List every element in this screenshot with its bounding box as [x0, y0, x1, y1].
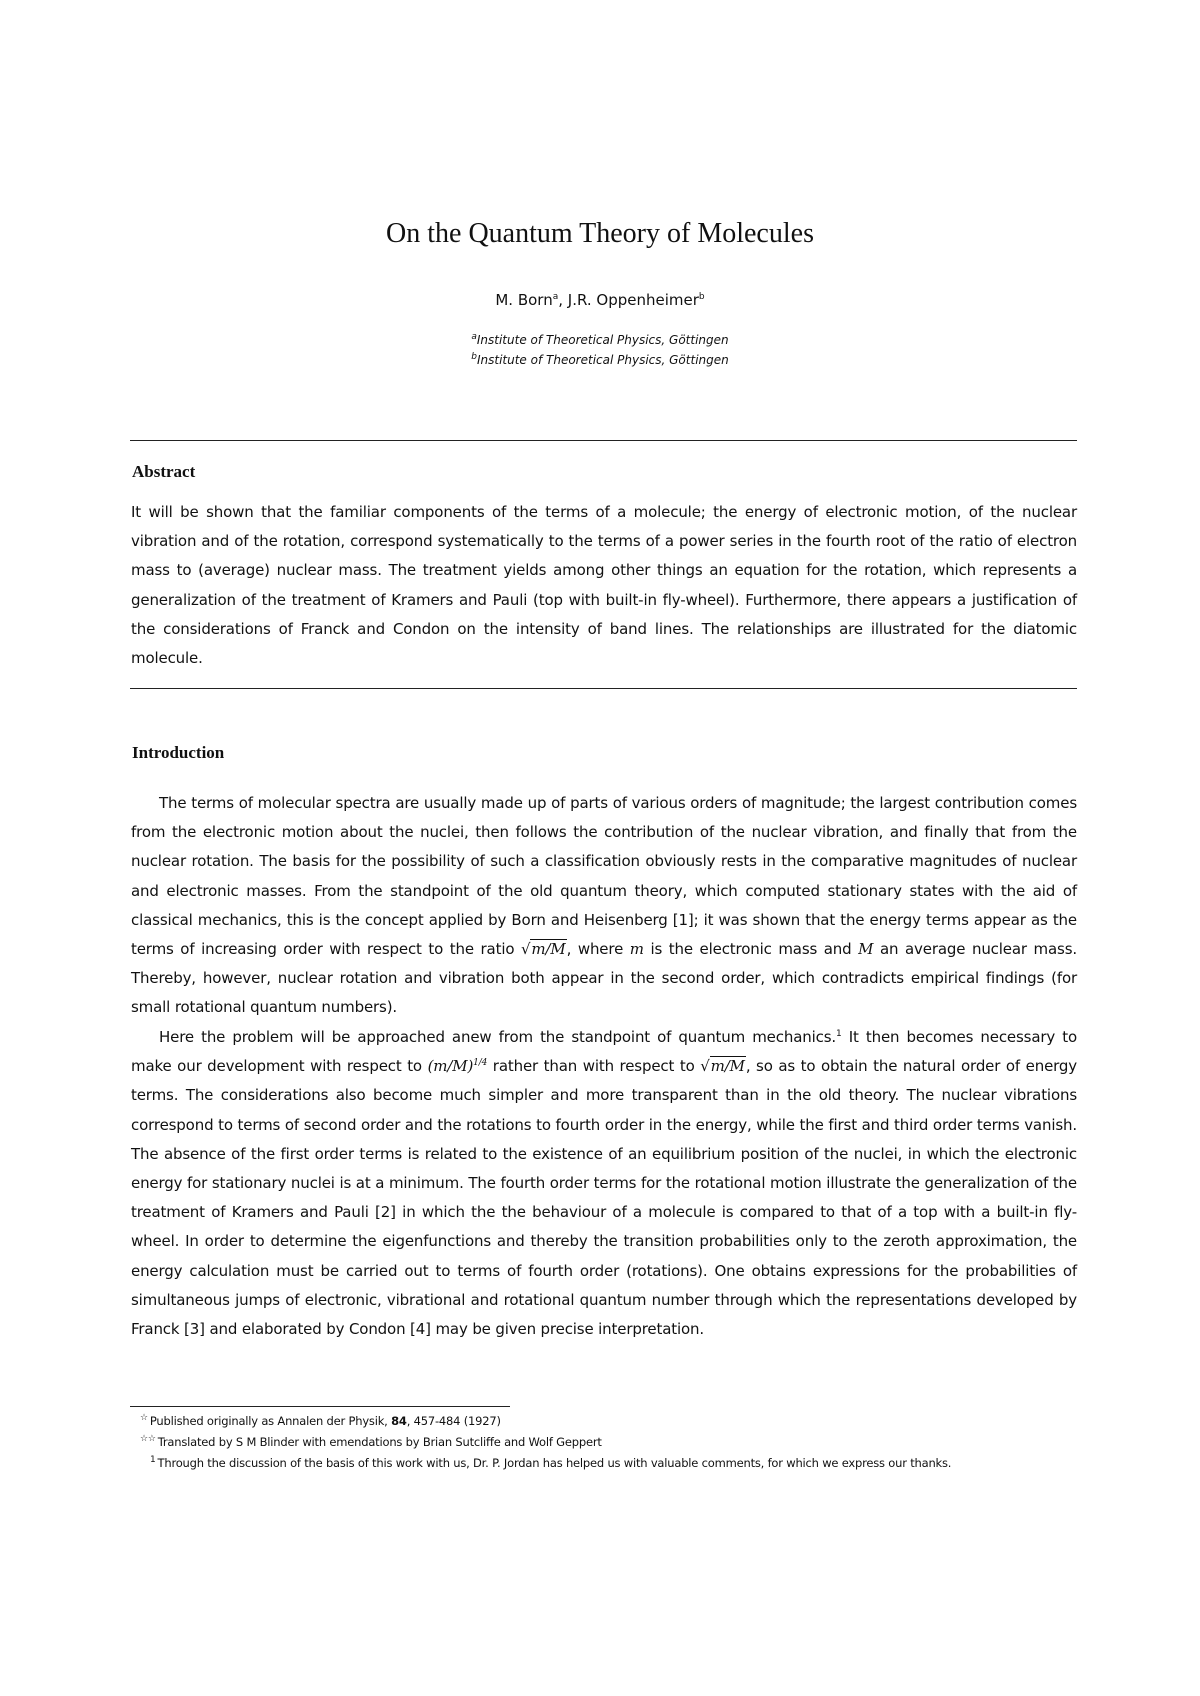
author-name: J.R. Oppenheimer [567, 291, 699, 309]
abstract-bottom-rule [130, 688, 1077, 689]
symbol-M: M [858, 940, 874, 959]
text-run: , so as to obtain the natural order of energy terms. The considerations also become much simpler and more transparent than in the old theory. The nuclear vibrations correspond to terms of second order and the rotations to fourth order in the energy, while the first and third order terms vanish. The absence of the first order terms is related to the existence of an equilibrium position of the nuclei, in which the electronic energy for stationary nuclei is at a minimum. The fourth order terms for the rotational motion illustrate the generalization of the treatment of Kramers and Pauli [2] in which the the behaviour of a molecule is compared to that of a top with a built-in fly-wheel. In order to determine the eigenfunctions and thereby the transition probabilities only to the zeroth approximation, the energy calculation must be carried out to terms of fourth order (rotations). One obtains expressions for the probabilities of simultaneous jumps of electronic, vibrational and rotational quantum number through which the representations developed by Franck [3] and elaborated by Condon [4] may be given precise interpretation. [131, 1057, 1077, 1339]
radical-sign: √ [700, 1057, 710, 1076]
power-base: (m/M) [427, 1057, 474, 1076]
affiliations [0, 330, 1200, 370]
text-run: , where [566, 940, 630, 959]
footnote [140, 1411, 1080, 1432]
text-run: The terms of molecular spectra are usually made up of parts of various orders of magnitude; the largest contribution comes from the electronic motion about the nuclei, then follows the contribution of the nuclear vibration, and finally that from the nuclear rotation. The basis for the possibility of such a classification obviously rests in the comparative magnitudes of nuclear and electronic masses. From the standpoint of the old quantum theory, which computed stationary states with the aid of classical mechanics, this is the concept applied by Born and Heisenberg [1]; it was shown that the energy terms appear as the terms of increasing order with respect to the ratio [131, 794, 1077, 959]
introduction-heading: Introduction [132, 743, 225, 762]
affiliation-text: Institute of Theoretical Physics, Göttingen [476, 333, 729, 347]
author-name: M. Born [495, 291, 553, 309]
text-run: Here the problem will be approached anew from the standpoint of quantum mechanics. [159, 1028, 837, 1046]
footnote-mark: ☆ [140, 1413, 148, 1424]
footnote-text: Translated by S M Blinder with emendations by Brian Sutcliffe and Wolf Geppert [157, 1435, 602, 1449]
abstract-text: It will be shown that the familiar components of the terms of a molecule; the energy of electronic motion, of the nuclear vibration and of the rotation, correspond systematically to the terms of a power series in the fourth root of the ratio of electron mass to (average) nuclear mass. The treatment yields among other things an equation for the rotation, which represents a generalization of the treatment of Kramers and Pauli (top with built-in fly-wheel). Furthermore, there appears a justification of the considerations of Franck and Condon on the intensity of band lines. The relationships are illustrated for the diatomic molecule. [131, 503, 1077, 668]
footnote-text: Published originally as Annalen der Physik, [149, 1414, 392, 1428]
radicand: m/M [531, 940, 566, 959]
intro-paragraph-1 [131, 789, 1077, 1023]
abstract-heading: Abstract [132, 462, 196, 481]
symbol-m: m [629, 940, 644, 959]
intro-paragraph-2 [131, 1023, 1077, 1344]
footnote [140, 1432, 1080, 1453]
footnote-volume: 84 [391, 1414, 407, 1428]
text-run: an average nuclear mass. Thereby, however, nuclear rotation and vibration both appear in the second order, which contradicts empirical findings (for small rotational quantum numbers). [131, 940, 1077, 1017]
abstract-top-rule [130, 440, 1077, 441]
radicand: m/M [710, 1057, 745, 1076]
footnote [140, 1453, 1080, 1474]
affiliation-mark: a [471, 332, 477, 342]
affiliation [0, 350, 1200, 370]
power-exponent: 1/4 [473, 1058, 488, 1069]
author-line [0, 291, 1200, 309]
footnote-text: , 457-484 (1927) [406, 1414, 501, 1428]
sqrt-m-over-M [521, 939, 567, 958]
radical-sign: √ [520, 940, 531, 959]
text-run: rather than with respect to [487, 1057, 701, 1076]
affiliation [0, 330, 1200, 350]
paper-title: On the Quantum Theory of Molecules [386, 218, 814, 249]
affiliation-mark: b [471, 352, 477, 362]
affiliation-text: Institute of Theoretical Physics, Göttingen [476, 353, 729, 367]
footnote-ref: 1 [836, 1029, 842, 1039]
text-run: is the electronic mass and [643, 940, 859, 959]
footnote-mark: ☆☆ [140, 1434, 156, 1445]
author-affil-mark: a [552, 292, 559, 302]
author-separator: , [558, 291, 568, 309]
footnote-rule [130, 1406, 510, 1407]
sqrt-m-over-M [700, 1056, 746, 1075]
author-affil-mark: b [698, 292, 705, 302]
text-run: It then becomes necessary to make our development with respect to [131, 1028, 1077, 1076]
footnote-mark: 1 [150, 1455, 156, 1466]
footnotes [140, 1411, 1080, 1474]
footnote-text: Through the discussion of the basis of this work with us, Dr. P. Jordan has helped us with valuable comments, for which we express our thanks. [157, 1456, 952, 1470]
